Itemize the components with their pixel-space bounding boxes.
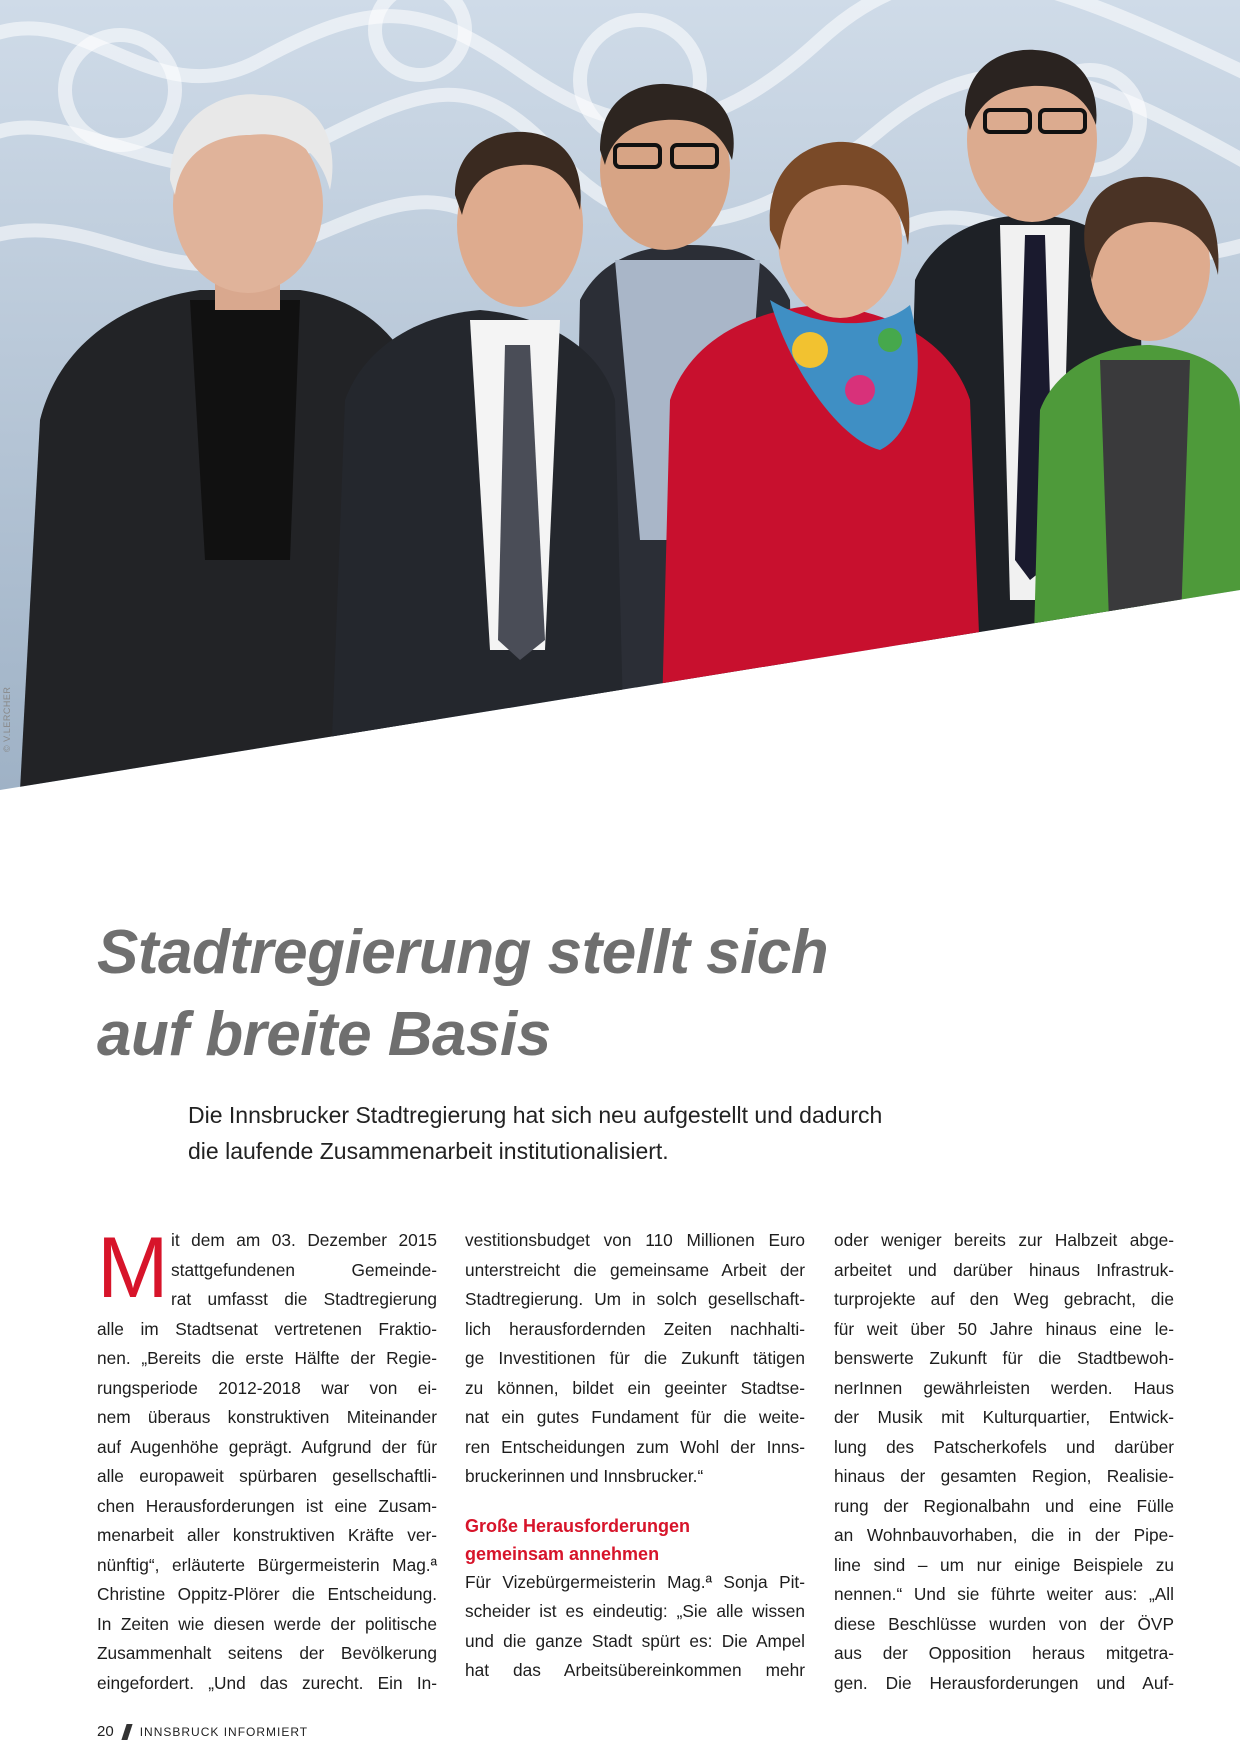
body-line: rat umfasst die Stadtregierung bbox=[171, 1289, 437, 1309]
body-line: eingefordert. „Und das zurecht. Ein In- bbox=[97, 1672, 437, 1693]
body-column-1 bbox=[97, 1220, 437, 1698]
page-footer bbox=[97, 1723, 308, 1740]
subhead-line: gemeinsam annehmen bbox=[465, 1543, 660, 1564]
body-line: arbeitet und darüber hinaus Infrastruk- bbox=[834, 1259, 1174, 1280]
lead-line: die laufende Zusammenarbeit institutionalisiert. bbox=[188, 1138, 669, 1164]
body-line: Zusammenhalt seitens der Bevölkerung bbox=[97, 1643, 437, 1663]
headline-line: auf breite Basis bbox=[97, 1000, 551, 1069]
article-headline bbox=[97, 912, 1097, 1076]
section-subhead bbox=[465, 1512, 805, 1568]
body-line: unterstreicht die gemeinsame Arbeit der bbox=[465, 1259, 805, 1280]
body-line: ren Entscheidungen zum Wohl der Inns- bbox=[465, 1436, 805, 1457]
body-line: ge Investitionen für die Zukunft tätigen bbox=[465, 1348, 805, 1368]
body-line: nennen.“ Und sie führte weiter aus: „All bbox=[834, 1584, 1174, 1604]
body-line: nünftig“, erläuterte Bürgermeisterin Mag.ª bbox=[97, 1554, 437, 1575]
body-line: In Zeiten wie diesen werde der politische bbox=[97, 1613, 437, 1634]
body-line: line sind – um nur einige Beispiele zu bbox=[834, 1554, 1174, 1575]
body-line: lich herausfordernden Zeiten nachhalti- bbox=[465, 1318, 805, 1339]
body-line: an Wohnbauvorhaben, die in der Pipe- bbox=[834, 1525, 1174, 1545]
body-line: gen. Die Herausforderungen und Auf- bbox=[834, 1672, 1174, 1693]
body-line: menarbeit aller konstruktiven Kräfte ver- bbox=[97, 1525, 437, 1545]
body-line: chen Herausforderungen ist eine Zusam- bbox=[97, 1495, 437, 1516]
body-line: für weit über 50 Jahre hinaus eine le- bbox=[834, 1318, 1174, 1339]
body-line: nerInnen gewährleisten werden. Haus bbox=[834, 1377, 1174, 1398]
body-line: hat das Arbeitsübereinkommen mehr bbox=[465, 1660, 805, 1680]
subhead-line: Große Herausforderungen bbox=[465, 1515, 691, 1536]
publication-name: INNSBRUCK INFORMIERT bbox=[139, 1724, 309, 1739]
body-line: lung des Patscherkofels und darüber bbox=[834, 1436, 1174, 1457]
hero-photo bbox=[0, 0, 1240, 790]
body-line: der Musik mit Kulturquartier, Entwick- bbox=[834, 1407, 1174, 1427]
body-column-2 bbox=[465, 1226, 805, 1686]
body-line: alle europaweit spürbaren gesellschaftli- bbox=[97, 1466, 437, 1486]
body-line: rung der Regionalbahn und eine Fülle bbox=[834, 1495, 1174, 1516]
headline-line: Stadtregierung stellt sich bbox=[97, 918, 829, 987]
body-line: nat ein gutes Fundament für die weite- bbox=[465, 1407, 805, 1427]
body-line: Für Vizebürgermeisterin Mag.ª Sonja Pit- bbox=[465, 1571, 805, 1592]
body-line: alle im Stadtsenat vertretenen Fraktio- bbox=[97, 1318, 437, 1339]
group-photo-image bbox=[0, 0, 1240, 790]
body-line: vestitionsbudget von 110 Millionen Euro bbox=[465, 1230, 805, 1250]
body-column-3 bbox=[834, 1226, 1174, 1698]
body-line: oder weniger bereits zur Halbzeit abge- bbox=[834, 1230, 1174, 1250]
body-line: auf Augenhöhe geprägt. Aufgrund der für bbox=[97, 1436, 437, 1457]
body-line: it dem am 03. Dezember 2015 bbox=[171, 1230, 437, 1250]
body-line: benswerte Zukunft für die Stadtbewoh- bbox=[834, 1348, 1174, 1368]
body-line: stattgefundenen Gemeinde- bbox=[171, 1259, 437, 1280]
body-line: Christine Oppitz-Plörer die Entscheidung. bbox=[97, 1584, 437, 1604]
separator-slash-icon bbox=[121, 1724, 132, 1740]
article-lead bbox=[188, 1097, 1088, 1169]
body-line: und die ganze Stadt spürt es: Die Ampel bbox=[465, 1630, 805, 1651]
body-line: diese Beschlüsse wurden von der ÖVP bbox=[834, 1613, 1174, 1634]
body-line: bruckerinnen und Innsbrucker.“ bbox=[465, 1466, 704, 1486]
body-line: hinaus der gesamten Region, Realisie- bbox=[834, 1466, 1174, 1486]
body-line: scheider ist es eindeutig: „Sie alle wissen bbox=[465, 1601, 805, 1621]
page-number: 20 bbox=[97, 1723, 114, 1740]
body-line: rungsperiode 2012-2018 war von ei- bbox=[97, 1377, 437, 1398]
photo-credit: © V.LERCHER bbox=[2, 686, 12, 752]
lead-line: Die Innsbrucker Stadtregierung hat sich neu aufgestellt und dadurch bbox=[188, 1102, 883, 1128]
body-line: Stadtregierung. Um in solch gesellschaft- bbox=[465, 1289, 805, 1309]
drop-cap: M bbox=[97, 1220, 169, 1316]
body-line: aus der Opposition heraus mitgetra- bbox=[834, 1643, 1174, 1663]
body-line: nen. „Bereits die erste Hälfte der Regie- bbox=[97, 1348, 437, 1368]
body-line: nem überaus konstruktiven Miteinander bbox=[97, 1407, 437, 1427]
body-line: zu können, bildet ein geeinter Stadtse- bbox=[465, 1377, 805, 1398]
body-line: turprojekte auf den Weg gebracht, die bbox=[834, 1289, 1174, 1309]
